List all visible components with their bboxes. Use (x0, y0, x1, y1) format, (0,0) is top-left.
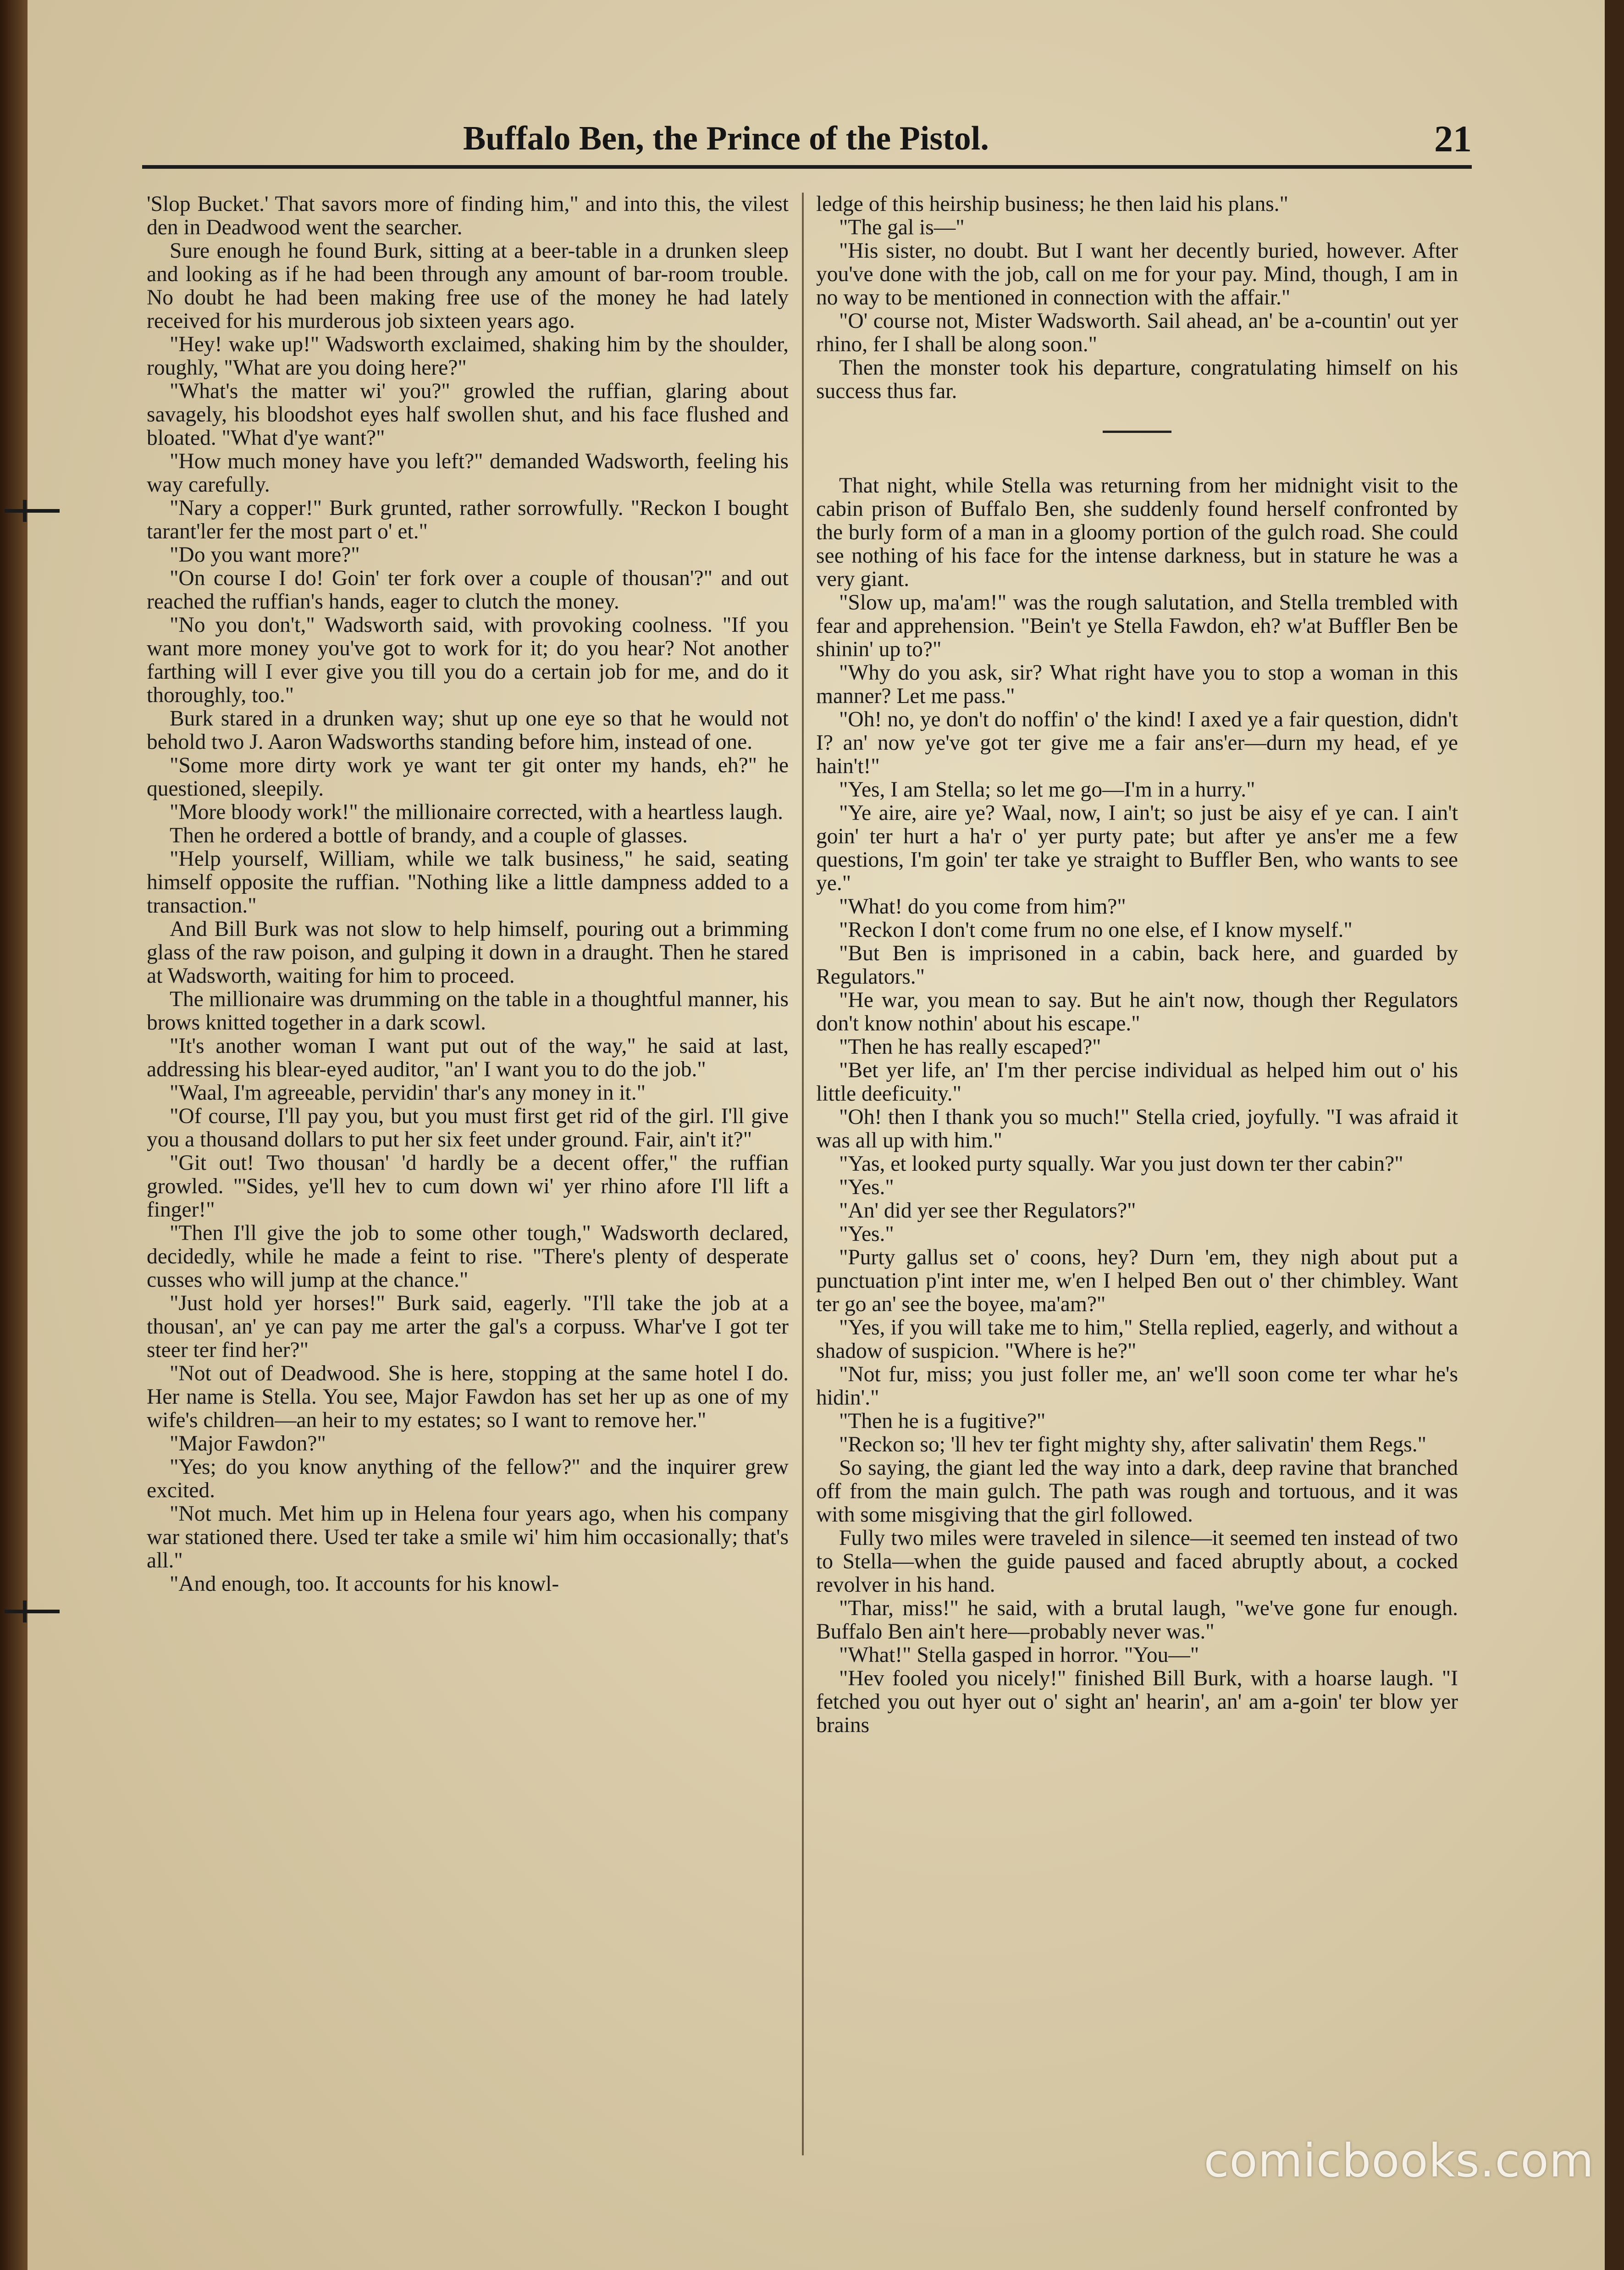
paragraph: "Thar, miss!" he said, with a brutal laugh, "we've gone fur enough. Buffalo Ben ain't here—probably never was." (816, 1596, 1458, 1644)
paragraph: Burk stared in a drunken way; shut up one eye so that he would not behold two J. Aaron Wadsworths standing before him, instead of one. (147, 707, 789, 754)
column-divider (802, 193, 804, 2155)
paragraph: "O' course not, Mister Wadsworth. Sail ahead, an' be a-countin' out yer rhino, fer I shall be along soon." (816, 309, 1458, 356)
paragraph: Fully two miles were traveled in silence—it seemed ten instead of two to Stella—when the guide paused and faced abruptly about, a cocked revolver in his hand. (816, 1526, 1458, 1597)
paragraph: "How much money have you left?" demanded Wadsworth, feeling his way carefully. (147, 449, 789, 497)
paragraph: And Bill Burk was not slow to help himself, pouring out a brimming glass of the raw poison, and gulping it down in a draught. Then he stared at Wadsworth, waiting for him to proceed. (147, 917, 789, 988)
paragraph: "Yes, I am Stella; so let me go—I'm in a hurry." (839, 778, 1255, 802)
paragraph: "Help yourself, William, while we talk business," he said, seating himself opposite the ruffian. "Nothing like a little dampness added to a transaction." (147, 847, 789, 918)
paragraph: "Then he is a fugitive?" (839, 1409, 1046, 1433)
paragraph: "Then he has really escaped?" (839, 1035, 1101, 1059)
paragraph: "Yes." (839, 1175, 894, 1199)
paragraph: "It's another woman I want put out of the way," he said at last, addressing his blear-eyed auditor, "an' I want you to do the job." (147, 1034, 789, 1081)
paragraph: "An' did yer see ther Regulators?" (839, 1199, 1136, 1223)
paragraph: "Some more dirty work ye want ter git onter my hands, eh?" he questioned, sleepily. (147, 753, 789, 801)
paragraph: "Reckon so; 'll hev ter fight mighty shy, after salivatin' them Regs." (839, 1433, 1426, 1456)
paragraph: The millionaire was drumming on the table in a thoughtful manner, his brows knitted together in a dark scowl. (147, 987, 789, 1035)
paragraph: "On course I do! Goin' ter fork over a couple of thousan'?" and out reached the ruffian's hands, eager to clutch the money. (147, 566, 789, 614)
paragraph: "More bloody work!" the millionaire corrected, with a heartless laugh. (170, 800, 784, 824)
binding-stitch (5, 1610, 60, 1613)
paragraph: "Yes." (839, 1222, 894, 1246)
right-column-top-section (816, 193, 1458, 403)
paragraph: "Then I'll give the job to some other tough," Wadsworth declared, decidedly, while he made a feint to rise. "There's plenty of desperate cusses who will jump at the chance." (147, 1221, 789, 1292)
running-header (142, 115, 1472, 169)
paragraph: "What!" Stella gasped in horror. "You—" (839, 1643, 1199, 1667)
paragraph: "What! do you come from him?" (839, 895, 1126, 919)
paragraph: "Purty gallus set o' coons, hey? Durn 'em, they nigh about put a punctuation p'int inter me, w'en I helped Ben out o' ther chimbley. Want ter go an' see the boyee, ma'am?" (816, 1246, 1458, 1316)
paragraph: Then the monster took his departure, congratulating himself on his success thus far. (816, 356, 1458, 403)
paragraph: "Waal, I'm agreeable, pervidin' thar's any money in it." (170, 1081, 646, 1105)
paragraph: "Not much. Met him up in Helena four years ago, when his company war stationed there. Used ter take a smile wi' him him occasionally; that's all." (147, 1502, 789, 1572)
paragraph: Then he ordered a bottle of brandy, and a couple of glasses. (170, 824, 688, 847)
section-separator (1103, 431, 1171, 433)
paragraph: So saying, the giant led the way into a dark, deep ravine that branched off from the main gulch. The path was rough and tortuous, and it was with some misgiving that the girl followed. (816, 1456, 1458, 1527)
paragraph: "And enough, too. It accounts for his knowl- (170, 1572, 559, 1596)
paragraph: "Yes, if you will take me to him," Stella replied, eagerly, and without a shadow of suspicion. "Where is he?" (816, 1316, 1458, 1363)
paragraph: "But Ben is imprisoned in a cabin, back here, and guarded by Regulators." (816, 941, 1458, 989)
paragraph: "His sister, no doubt. But I want her decently buried, however. After you've done with the job, call on me for your pay. Mind, though, I am in no way to be mentioned in connection with the affair." (816, 239, 1458, 310)
paragraph: "Not fur, miss; you just foller me, an' we'll soon come ter whar he's hidin'." (816, 1362, 1458, 1410)
paragraph: "Ye aire, aire ye? Waal, now, I ain't; so just be aisy ef ye can. I ain't goin' ter hurt a ha'r o' yer purty pate; but after ye ans'er me a few questions, I'm goin' ter take ye straight to Buffler Ben, who wants to see ye." (816, 801, 1458, 895)
paragraph: "Reckon I don't come frum no one else, ef I know myself." (839, 918, 1353, 942)
running-title: Buffalo Ben, the Prince of the Pistol. (463, 120, 989, 157)
paragraph: "Git out! Two thousan' 'd hardly be a decent offer," the ruffian growled. "'Sides, ye'll hev to cum down wi' yer rhino afore I'll lift a finger!" (147, 1151, 789, 1222)
paragraph: 'Slop Bucket.' That savors more of finding him," and into this, the vilest den in Deadwood went the searcher. (147, 192, 789, 239)
paragraph: "Yas, et looked purty squally. War you just down ter ther cabin?" (839, 1152, 1403, 1176)
paragraph: "He war, you mean to say. But he ain't now, though ther Regulators don't know nothin' about his escape." (816, 988, 1458, 1035)
paragraph: "Not out of Deadwood. She is here, stopping at the same hotel I do. Her name is Stella. You see, Major Fawdon has set her up as one of my wife's children—an heir to my estates; so I want to remove her." (147, 1362, 789, 1432)
paragraph: That night, while Stella was returning from her midnight visit to the cabin prison of Buffalo Ben, she suddenly found herself confronted by the burly form of a man in a gloomy portion of the gulch road. She could see nothing of his face for the intense darkness, but in stature he was a very giant. (816, 474, 1458, 591)
paragraph: Sure enough he found Burk, sitting at a beer-table in a drunken sleep and looking as if he had been through any amount of bar-room trouble. No doubt he had been making free use of the money he had lately received for his murderous job sixteen years ago. (147, 239, 789, 333)
paragraph: "Slow up, ma'am!" was the rough salutation, and Stella trembled with fear and apprehension. "Bein't ye Stella Fawdon, eh? w'at Buffler Ben be shinin' up to?" (816, 591, 1458, 661)
paragraph: ledge of this heirship business; he then laid his plans." (816, 192, 1288, 216)
right-column-bottom-section (816, 474, 1458, 1737)
paragraph: "No you don't," Wadsworth said, with provoking coolness. "If you want more money you've got to work for it; do you hear? Not another farthing will I ever give you till you do a certain job for me, and do it thoroughly, too." (147, 613, 789, 707)
paragraph: "Major Fawdon?" (170, 1432, 326, 1456)
watermark-text: comicbooks.com (1204, 2134, 1594, 2187)
paragraph: "Hev fooled you nicely!" finished Bill Burk, with a hoarse laugh. "I fetched you out hyer out o' sight an' hearin', an' am a-goin' ter blow yer brains (816, 1667, 1458, 1737)
paragraph: "Bet yer life, an' I'm ther percise individual as helped him out o' his little deeficuity." (816, 1058, 1458, 1106)
paragraph: "Hey! wake up!" Wadsworth exclaimed, shaking him by the shoulder, roughly, "What are you doing here?" (147, 332, 789, 380)
left-text-column (147, 193, 789, 1596)
paragraph: "Oh! then I thank you so much!" Stella cried, joyfully. "I was afraid it was all up with him." (816, 1105, 1458, 1152)
paragraph: "Do you want more?" (170, 543, 360, 567)
binding-stitch (5, 509, 60, 513)
paragraph: "What's the matter wi' you?" growled the ruffian, glaring about savagely, his bloodshot eyes half swollen shut, and his face flushed and bloated. "What d'ye want?" (147, 379, 789, 450)
paragraph: "Nary a copper!" Burk grunted, rather sorrowfully. "Reckon I bought tarant'ler fer the most part o' et." (147, 496, 789, 543)
paragraph: "Oh! no, ye don't do noffin' o' the kind! I axed ye a fair question, didn't I? an' now ye've got ter give me a fair ans'er—durn my head, ef ye hain't!" (816, 708, 1458, 778)
paragraph: "Of course, I'll pay you, but you must first get rid of the girl. I'll give you a thousand dollars to put her six feet under ground. Fair, ain't it?" (147, 1104, 789, 1152)
paragraph: "The gal is—" (839, 216, 965, 239)
paragraph: "Why do you ask, sir? What right have you to stop a woman in this manner? Let me pass." (816, 661, 1458, 708)
paragraph: "Just hold yer horses!" Burk said, eagerly. "I'll take the job at a thousan', an' ye can pay me arter the gal's a corpuss. Whar've I got ter steer ter find her?" (147, 1291, 789, 1362)
page-number: 21 (1434, 118, 1472, 160)
right-text-column (816, 193, 1458, 1737)
paragraph: "Yes; do you know anything of the fellow?" and the inquirer grew excited. (147, 1455, 789, 1502)
book-spine (0, 0, 28, 2270)
